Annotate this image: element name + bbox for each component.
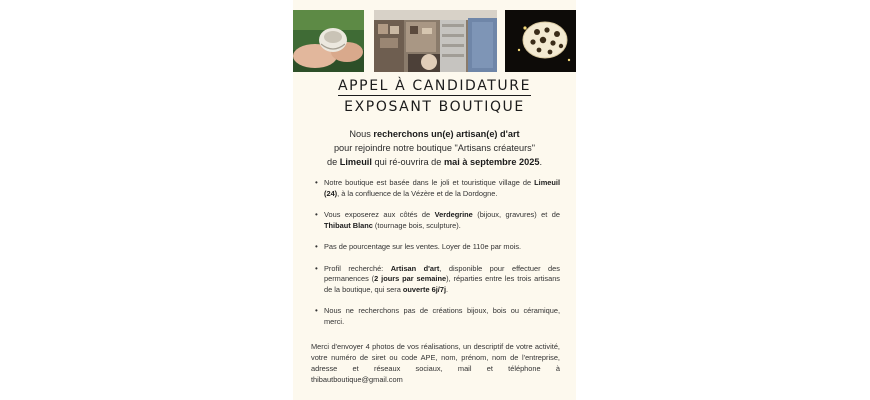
- title-exposant-boutique: EXPOSANT BOUTIQUE: [344, 99, 525, 115]
- intro-paragraph: [303, 127, 566, 169]
- photo-shop-interior: [374, 10, 497, 72]
- title-appel-candidature: APPEL À CANDIDATURE: [337, 78, 532, 94]
- bullet-list: [315, 178, 560, 327]
- intro-line-1: Nous recherchons un(e) artisan(e) d'art: [349, 129, 520, 139]
- closing-paragraph: Merci d'envoyer 4 photos de vos réalisations, un descriptif de votre activité, votre numéro de siret ou code APE, nom, prénom, nom de l'entreprise, adresse et réseaux sociaux, mail et téléphone à thibautboutique@gmail.com: [311, 342, 560, 384]
- bullet-exclusions: • Nous ne recherchons pas de créations bijoux, bois ou céramique, merci.: [315, 306, 560, 327]
- bullet-location: • Notre boutique est basée dans le joli et touristique village de Limeuil (24), à la confluence de la Vézère et de la Dordogne.: [315, 178, 560, 199]
- intro-line-3: de Limeuil qui ré-ouvrira de mai à septembre 2025.: [326, 157, 543, 167]
- photo-hands-ceramic: [293, 10, 364, 72]
- bullet-rent: • Pas de pourcentage sur les ventes. Loyer de 110e par mois.: [315, 242, 560, 253]
- photo-lamp: [505, 10, 576, 72]
- bullet-profile: • Profil recherché: Artisan d'art, disponible pour effectuer des permanences (2 jours par semaine), réparties entre les trois artisans de la boutique, qui sera ouverte 6j/7j.: [315, 264, 560, 296]
- intro-line-2: pour rejoindre notre boutique "Artisans créateurs": [333, 143, 536, 153]
- bullet-exhibitors: • Vous exposerez aux côtés de Verdegrine (bijoux, gravures) et de Thibaut Blanc (tournage bois, sculpture).: [315, 210, 560, 231]
- poster: [293, 0, 576, 400]
